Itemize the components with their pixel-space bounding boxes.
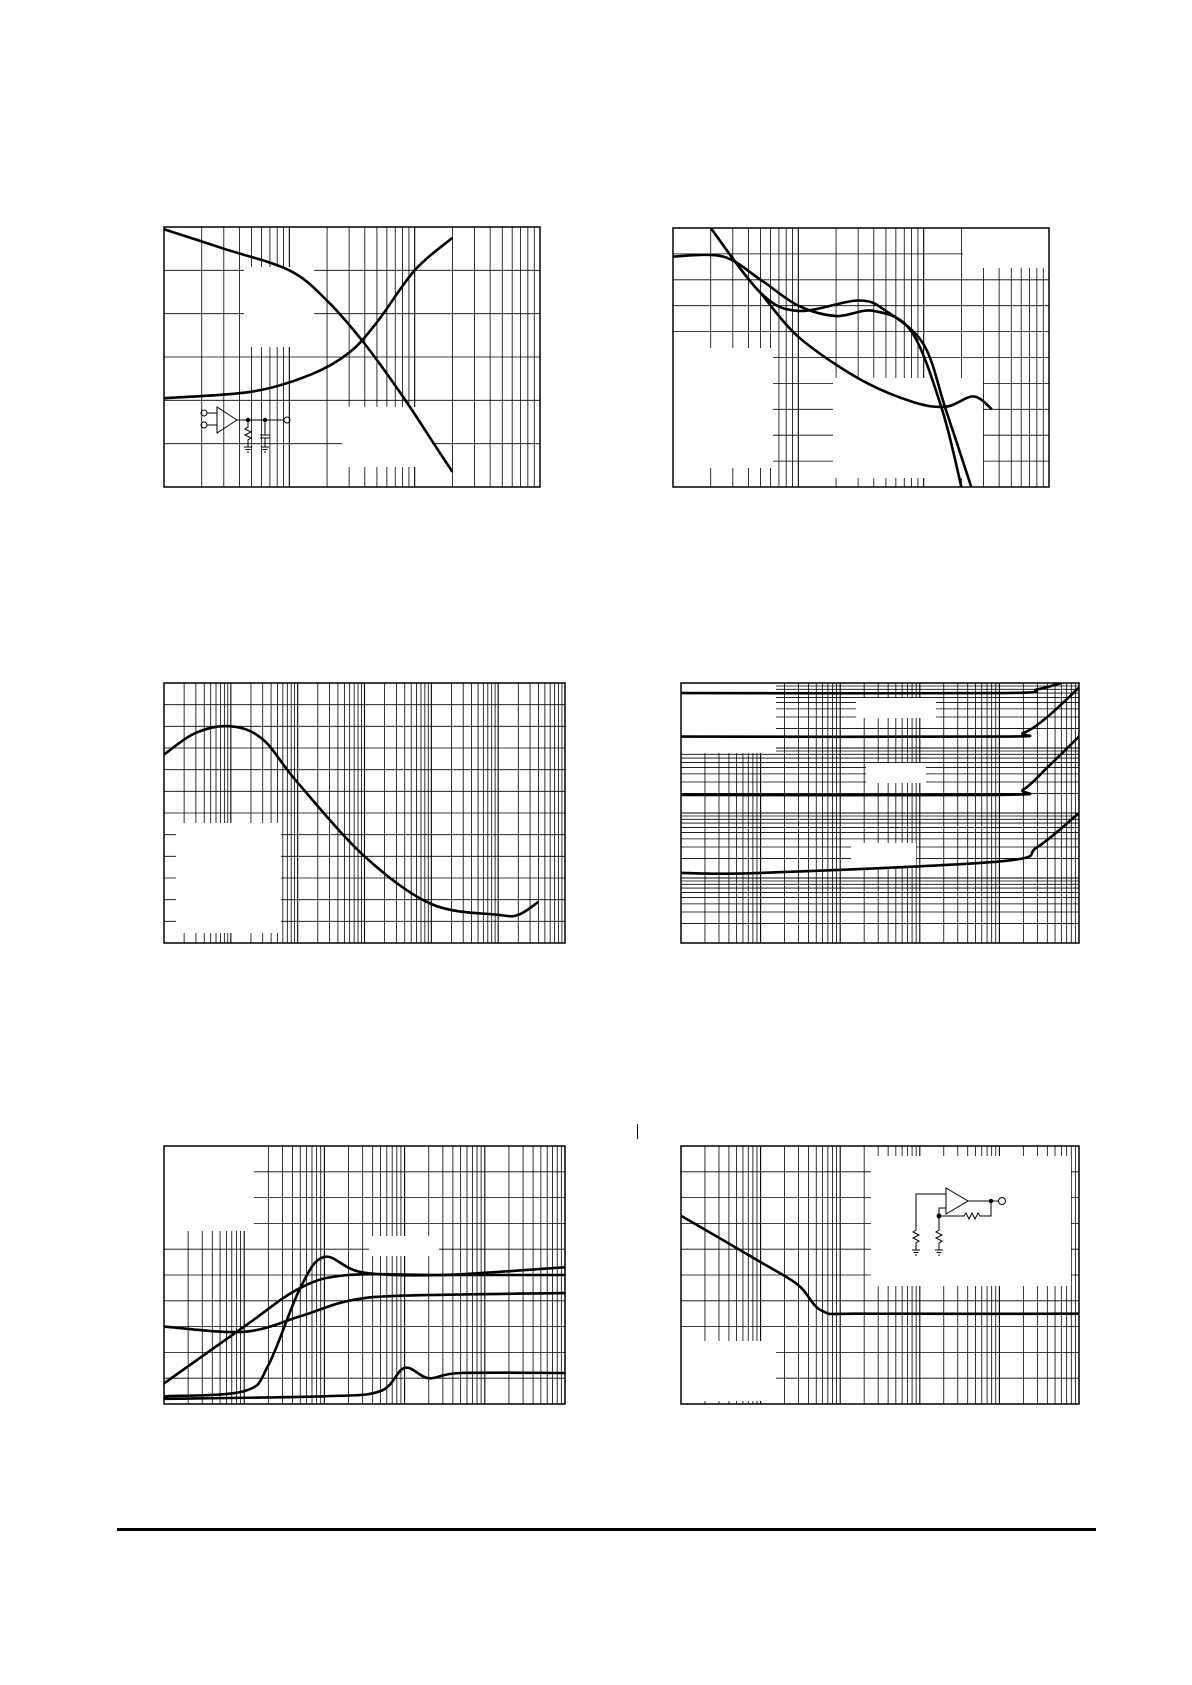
buffer-rc-schematic bbox=[201, 407, 290, 452]
footer-rule bbox=[117, 1528, 1096, 1531]
label-area bbox=[963, 228, 1049, 268]
chart-3 bbox=[164, 683, 565, 943]
chart-6 bbox=[681, 1146, 1079, 1404]
label-area bbox=[871, 1156, 1071, 1286]
chart-2 bbox=[673, 228, 1049, 487]
label-area bbox=[856, 698, 936, 718]
label-area bbox=[164, 1146, 254, 1231]
label-area bbox=[176, 823, 281, 933]
amplifier-symbol bbox=[217, 407, 237, 433]
chart-3-plot bbox=[164, 683, 565, 943]
label-area bbox=[681, 1341, 776, 1401]
chart-4 bbox=[681, 683, 1079, 943]
series-line-2 bbox=[164, 1274, 565, 1383]
label-area bbox=[866, 763, 926, 783]
label-area bbox=[342, 407, 432, 467]
ground-icon bbox=[261, 447, 269, 452]
chart-2-plot bbox=[673, 228, 1049, 487]
chart-5 bbox=[164, 1146, 565, 1404]
label-area bbox=[369, 1236, 439, 1256]
chart-1 bbox=[164, 227, 540, 487]
chart-5-plot bbox=[164, 1146, 565, 1404]
chart-6-plot bbox=[681, 1146, 1079, 1404]
label-area bbox=[851, 843, 916, 868]
label-area bbox=[673, 348, 773, 468]
chart-1-plot bbox=[164, 227, 540, 487]
label-area bbox=[833, 378, 983, 478]
chart-4-plot bbox=[681, 683, 1079, 943]
ground-icon bbox=[244, 447, 252, 452]
margin-tick bbox=[637, 1124, 638, 1139]
resistor-symbol bbox=[245, 420, 251, 447]
